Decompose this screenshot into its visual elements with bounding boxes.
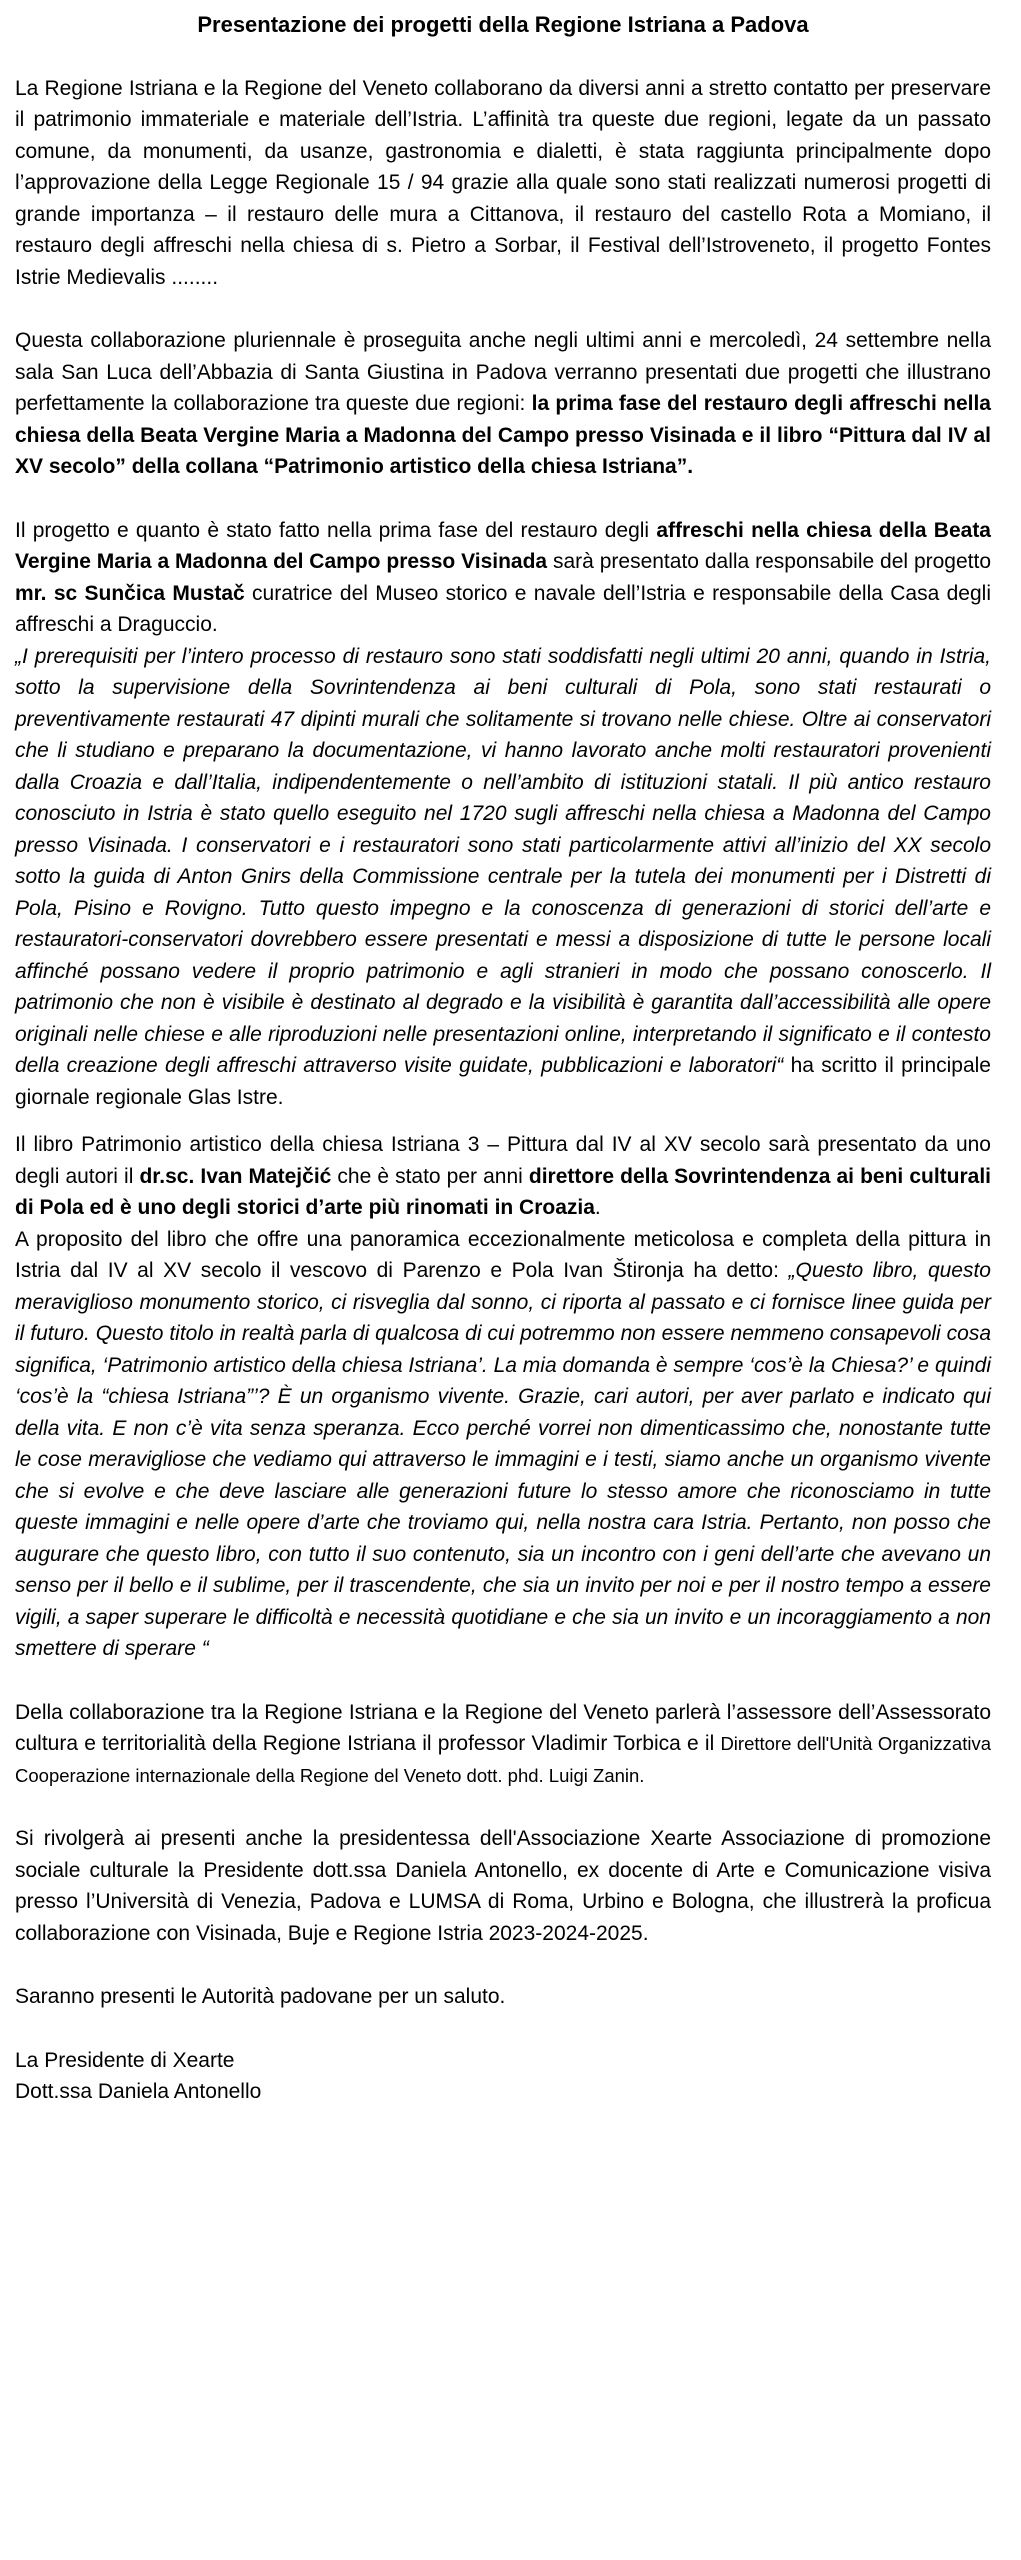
text-run: dr.sc. Ivan Matejčić [139,1164,332,1188]
paragraph-citazione-vescovo [15,1224,991,1665]
text-run: Dott.ssa Daniela Antonello [15,2080,262,2103]
text-run: Questa collaborazione pluriennale è proseguita anche negli ultimi anni e mercoledì, 24 settembre nella sala San Luca dell’Abbazia di Santa Giustina in Padova verranno presentati due progetti che illustrano perfettamente la collaborazione tra queste due regioni: [15,329,991,415]
text-run: Direttore dell'Unità Organizzativa Cooperazione internazionale della Regione del Veneto dott. phd. Luigi Zanin. [15,1733,992,1786]
text-run: sarà presentato dalla responsabile del progetto [547,550,992,573]
text-run: curatrice del Museo storico e navale dell’Istria e responsabile della Casa degli affreschi a Draguccio. [15,581,991,636]
paragraph-libro-matejcic [15,1129,991,1224]
paragraph-assessori [15,1697,991,1792]
text-run: ha scritto il principale giornale regionale Glas Istre. [15,1054,991,1109]
text-run: la prima fase del restauro degli affreschi nella chiesa della Beata Vergine Maria a Madonna del Campo presso Visinada e il libro “Pittura dal IV al XV secolo” della collana “Patrimonio artistico della chiesa Istriana”. [15,392,991,478]
text-run: La Regione Istriana e la Regione del Veneto collaborano da diversi anni a stretto contatto per preservare il patrimonio immateriale e materiale dell’Istria. L’affinità tra queste due regioni, legate da un passato comune, da monumenti, da usanze, gastronomia e dialetti, è stata raggiunta principalmente dopo l’approvazione della Legge Regionale 15 / 94 grazie alla quale sono stati realizzati numerosi progetti di grande importanza – il restauro delle mura a Cittanova, il restauro del castello Rota a Momiano, il restauro degli affreschi nella chiesa di s. Pietro a Sorbar, il Festival dell’Istroveneto, il progetto Fontes Istrie Medievalis ........ [15,76,991,289]
text-run: . [594,1196,601,1219]
text-run: A proposito del libro che offre una panoramica eccezionalmente meticolosa e completa della pittura in Istria dal IV al XV secolo il vescovo di Parenzo e Pola Ivan Štironja ha detto: [15,1227,991,1282]
text-run: Saranno presenti le Autorità padovane per un saluto. [15,1985,506,2008]
text-run: „I prerequisiti per l’intero processo di restauro sono stati soddisfatti negli ultimi 20 anni, quando in Istria, sotto la supervisione della Sovrintendenza ai beni culturali di Pola, sono stati restaurati o preventivamente restaurati 47 dipinti murali che solitamente si trovano nelle chiese. Oltre ai conservatori che li studiano e preparano la documentazione, vi hanno lavorato anche molti restauratori provenienti dalla Croazia e dall’Italia, indipendentemente o nell’ambito di istituzioni statali. Il più antico restauro conosciuto in Istria è stato quello eseguito nel 1720 sugli affreschi nella chiesa a Madonna del Campo presso Visinada. I conservatori e i restauratori sono stati particolarmente attivi all’inizio del XX secolo sotto la guida di Anton Gnirs della Commissione centrale per la tutela dei monumenti per i Distretti di Pola, Pisino e Rovigno. Tutto questo impegno e la conoscenza di generazioni di storici dell’arte e restauratori-conservatori dovrebbero essere presentati e messi a disposizione di tutte le persone locali affinché possano vedere il proprio patrimonio e agli stranieri in modo che possano conoscerlo. Il patrimonio che non è visibile è destinato al degrado e la visibilità è garantita dall’accessibilità alle opere originali nelle chiese e alle riproduzioni nelle presentazioni online, interpretando il significato e il contesto della creazione degli affreschi attraverso visite guidate, pubblicazioni e laboratori“ [15,644,991,1077]
signature-name-line [15,2076,991,2108]
paragraph-xearte [15,1823,991,1949]
text-run: affreschi nella chiesa della Beata Vergine Maria a Madonna del Campo presso Visinada [15,518,991,573]
text-run: Il progetto e quanto è stato fatto nella prima fase del restauro degli [15,518,657,542]
text-run: Si rivolgerà ai presenti anche la presidentessa dell'Associazione Xearte Associazione di promozione sociale culturale la Presidente dott.ssa Daniela Antonello, ex docente di Arte e Comunicazione visiva presso l’Università di Venezia, Padova e LUMSA di Roma, Urbino e Bologna, che illustrerà la proficua collaborazione con Visinada, Buje e Regione Istria 2023-2024-2025. [15,1827,991,1945]
document-body [15,73,991,2108]
text-run: „Questo libro, questo meraviglioso monumento storico, ci risveglia dal sonno, ci riporta al passato e ci fornisce linee guida per il futuro. Questo titolo in realtà parla di qualcosa di cui potremmo non essere nemmeno consapevoli cosa significa, ‘Patrimonio artistico della chiesa Istriana’. La mia domanda è sempre ‘cos’è la Chiesa?’ e quindi ‘cos’è la “chiesa Istriana”’? È un organismo vivente. Grazie, cari autori, per aver parlato e indicato qui della vita. E non c’è vita senza speranza. Ecco perché vorrei non dimenticassimo che, nonostante tutte le cose meravigliose che vediamo qui attraverso le immagini e i testi, siamo anche un organismo vivente che si evolve e che deve lasciare alle generazioni future lo stesso amore che riconosciamo in tutte queste immagini e nelle opere d’arte che troviamo qui, nella nostra cara Istria. Pertanto, non posso che augurare che questo libro, con tutto il suo contenuto, sia un incontro con i geni dell’arte che avevano un senso per il bello e il sublime, per il trascendente, che sia un invito per noi e per il nostro tempo a essere vigili, a saper superare le difficoltà e necessità quotidiane e che sia un invito e un incoraggiamento a non smettere di sperare “ [15,1259,991,1660]
paragraph-citazione-glas-istre [15,641,991,1114]
paragraph-progetto-affreschi [15,515,991,641]
signature-role-line [15,2045,991,2077]
text-run: Della collaborazione tra la Regione Istriana e la Regione del Veneto parlerà l’assessore dell’Assessorato cultura e territorialità della Regione Istriana il professor Vladimir Torbica e il [15,1700,991,1755]
paragraph-evento-padova [15,325,991,483]
paragraph-intro-collaborazione [15,73,991,294]
text-run: che è stato per anni [331,1164,529,1188]
text-run: La Presidente di Xearte [15,2048,235,2072]
document-title: Presentazione dei progetti della Regione Istriana a Padova [197,12,809,37]
text-run: direttore della Sovrintendenza ai beni culturali di Pola ed è uno degli storici d’arte più rinomati in Croazia [15,1164,991,1219]
text-run: Il libro Patrimonio artistico della chiesa Istriana 3 – Pittura dal IV al XV secolo sarà presentato da uno degli autori il [15,1133,991,1188]
paragraph-saluto-autorita [15,1981,991,2013]
text-run: mr. sc Sunčica Mustač [15,581,245,605]
